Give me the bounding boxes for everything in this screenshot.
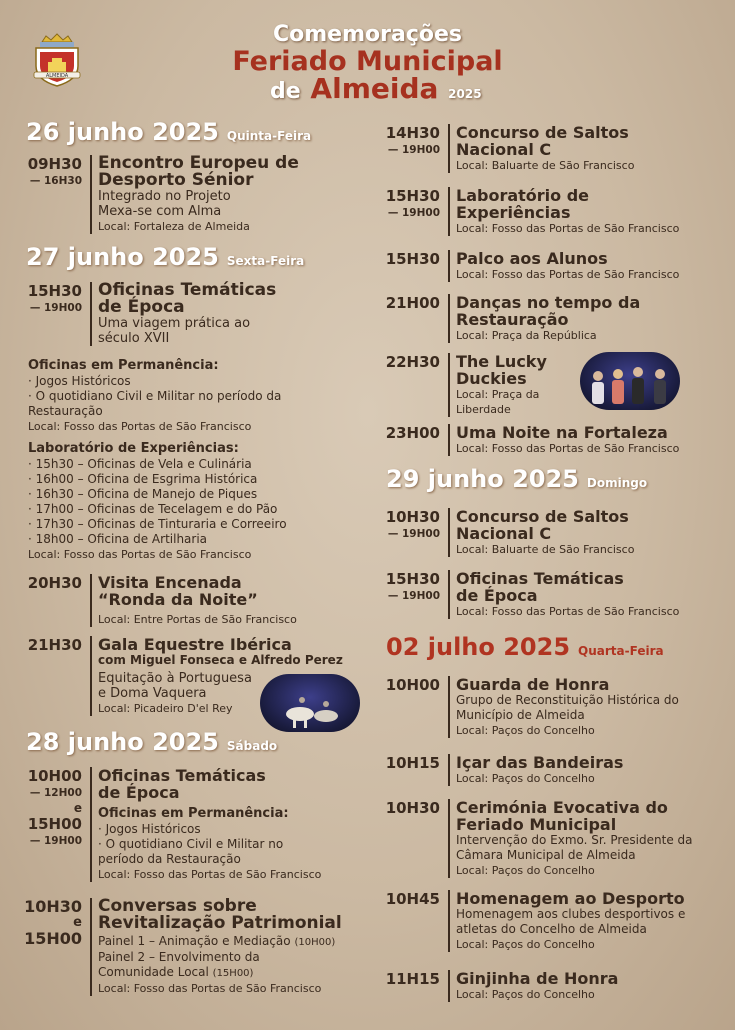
- event-item: 10H45 Homenagem ao Desporto Homenagem aos clubes desportivos e atletas do Concelho de Almeida Local: Paços do Concelho: [380, 890, 720, 952]
- permanent-workshops: Oficinas em Permanência: · Jogos Históricos · O quotidiano Civil e Militar no período da Restauração Local: Fosso das Portas de São Francisco: [28, 358, 282, 433]
- experiment-lab: Laboratório de Experiências: · 15h30 – Oficinas de Vela e Culinária · 16h00 – Oficina de Esgrima Histórica · 16h30 – Oficina de Manejo de Piques · 17h00 – Oficinas de Tecelagem e do Pão · 17h30 – Oficinas de Tinturaria e Correeiro · 18h00 – Oficina de Artilharia Local: Fosso das Portas de São Francisco: [28, 441, 287, 561]
- event-item: 11H15 Ginjinha de Honra Local: Paços do Concelho: [385, 969, 619, 1001]
- band-photo: [580, 352, 680, 410]
- event-item: 21H00 Danças no tempo da Restauração Local: Praça da República: [380, 294, 720, 343]
- event-item: 15H30 — 19H00 Laboratório de Experiências Local: Fosso das Portas de São Francisco: [385, 186, 680, 235]
- event-item: 10H30 e 15H00 Conversas sobre Revitalização Patrimonial Painel 1 – Animação e Mediação (10H00) Painel 2 – Envolvimento da Comunidade Local (15H00) Local: Fosso das Portas de São Francisco: [22, 898, 362, 996]
- header-title-line1: Comemorações: [272, 22, 462, 47]
- event-item: 10H00 — 12H00 e 15H00 — 19H00 Oficinas Temáticas de Época Oficinas em Permanência: · Jogos Históricos · O quotidiano Civil e Militar no período da Restauração Local: Fosso das Portas de São Francisco: [27, 766, 322, 881]
- event-item: 10H30 Cerimónia Evocativa do Feriado Municipal Intervenção do Exmo. Sr. Presidente da Câmara Municipal de Almeida Local: Paços do Concelho: [380, 799, 720, 878]
- day-heading: 02 julho 2025 Quarta-Feira: [386, 633, 664, 661]
- event-item: 21H30 Gala Equestre Ibérica com Miguel Fonseca e Alfredo Perez Equitação à Portuguesa e Doma Vaquera Local: Picadeiro D'el Rey: [27, 635, 343, 715]
- event-item: 10H00 Guarda de Honra Grupo de Reconstituição Histórica do Município de Almeida Local: Paços do Concelho: [380, 676, 720, 738]
- header-title-line2: Feriado Municipal: [232, 46, 503, 77]
- event-item: 15H30 Palco aos Alunos Local: Fosso das Portas de São Francisco: [385, 249, 680, 281]
- header-year: 2025: [448, 87, 482, 101]
- event-item: 15H30 — 19H00 Oficinas Temáticas de Época Uma viagem prática ao século XVII: [22, 282, 322, 346]
- header-title-line3: [270, 72, 482, 105]
- event-item: 14H30 — 19H00 Concurso de Saltos Nacional C Local: Baluarte de São Francisco: [380, 124, 720, 173]
- header-prefix: de: [270, 79, 301, 104]
- event-item: 23H00 Uma Noite na Fortaleza Local: Fosso das Portas de São Francisco: [385, 423, 680, 455]
- svg-text:ALMEIDA: ALMEIDA: [45, 73, 69, 79]
- event-item: 20H30 Visita Encenada “Ronda da Noite” Local: Entre Portas de São Francisco: [27, 573, 297, 626]
- horse-show-photo: [260, 674, 360, 732]
- event-item: 10H30 — 19H00 Concurso de Saltos Nacional C Local: Baluarte de São Francisco: [380, 508, 720, 557]
- day-heading: 29 junho 2025 Domingo: [386, 465, 648, 493]
- event-item: 09H30 — 16H30 Encontro Europeu de Desporto Sénior Integrado no Projeto Mexa-se com Alma Local: Fortaleza de Almeida: [22, 155, 362, 234]
- day-heading: 26 junho 2025 Quinta-Feira: [26, 118, 312, 146]
- day-heading: 28 junho 2025 Sábado: [26, 728, 278, 756]
- event-item: 22H30 The Lucky Duckies Local: Praça da Liberdade: [380, 353, 580, 417]
- day-heading: 27 junho 2025 Sexta-Feira: [26, 243, 305, 271]
- header-town: Almeida: [310, 72, 439, 105]
- event-item: 10H15 Içar das Bandeiras Local: Paços do Concelho: [385, 753, 624, 785]
- event-item: 15H30 — 19H00 Oficinas Temáticas de Época Local: Fosso das Portas de São Francisco: [385, 569, 680, 618]
